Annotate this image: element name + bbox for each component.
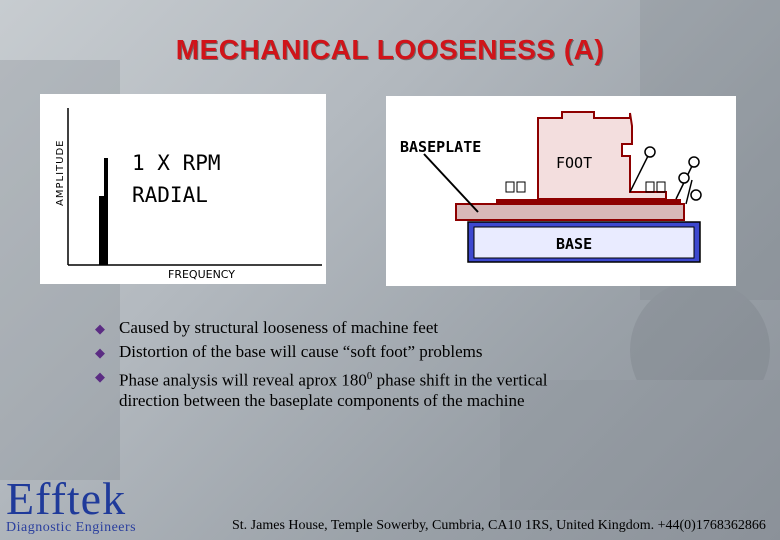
- efftek-logo: [6, 473, 137, 536]
- foot-label: FOOT: [556, 154, 593, 172]
- machine-diagram: [386, 96, 736, 286]
- bolt-3: [646, 182, 654, 192]
- dial-indicator-4: [679, 173, 689, 183]
- logo-name: Efftek: [6, 473, 127, 524]
- logo-tagline: Diagnostic Engineers: [6, 520, 137, 535]
- bullet-item: [95, 342, 715, 364]
- machine-diagram-panel: [386, 96, 736, 286]
- bullet-list: [95, 318, 715, 413]
- bullet-item: [95, 366, 715, 411]
- slide-title: MECHANICAL LOOSENESS (A): [175, 34, 605, 65]
- bolt-1: [506, 182, 514, 192]
- bolt-2: [517, 182, 525, 192]
- x-axis-label: FREQUENCY: [168, 268, 236, 281]
- spectrum-plot: [40, 94, 326, 284]
- spectrum-annotation-line2: RADIAL: [132, 183, 208, 207]
- diamond-bullet-icon: ◆: [95, 369, 105, 384]
- bullet-text: Caused by structural looseness of machine feet: [119, 318, 439, 337]
- y-axis-label: AMPLITUDE: [55, 139, 66, 206]
- spectrum-peak-1x-tall: [104, 158, 108, 265]
- diamond-bullet-icon: ◆: [95, 345, 105, 360]
- spectrum-annotation-line1: 1 X RPM: [132, 151, 221, 175]
- spectrum-panel: [40, 94, 326, 284]
- dial-indicator-3: [691, 190, 701, 200]
- baseplate: [456, 204, 684, 220]
- baseplate-label: BASEPLATE: [400, 138, 482, 156]
- bolt-4: [657, 182, 665, 192]
- bullet-text: Distortion of the base will cause “soft foot” problems: [119, 342, 483, 361]
- dial-indicator-1: [645, 147, 655, 157]
- base-label: BASE: [556, 235, 593, 253]
- bullet-item: [95, 318, 715, 340]
- spectrum-peak-1x: [99, 196, 104, 265]
- bullet-text-multiline: Phase analysis will reveal aprox $180^0$ phase shift in the vertical direction between the baseplate components of the machine: [119, 370, 548, 410]
- diamond-bullet-icon: ◆: [95, 321, 105, 336]
- footer-address: St. James House, Temple Sowerby, Cumbria, CA10 1RS, United Kingdom. +44(0)1768362866: [232, 518, 766, 533]
- dial-indicator-2: [689, 157, 699, 167]
